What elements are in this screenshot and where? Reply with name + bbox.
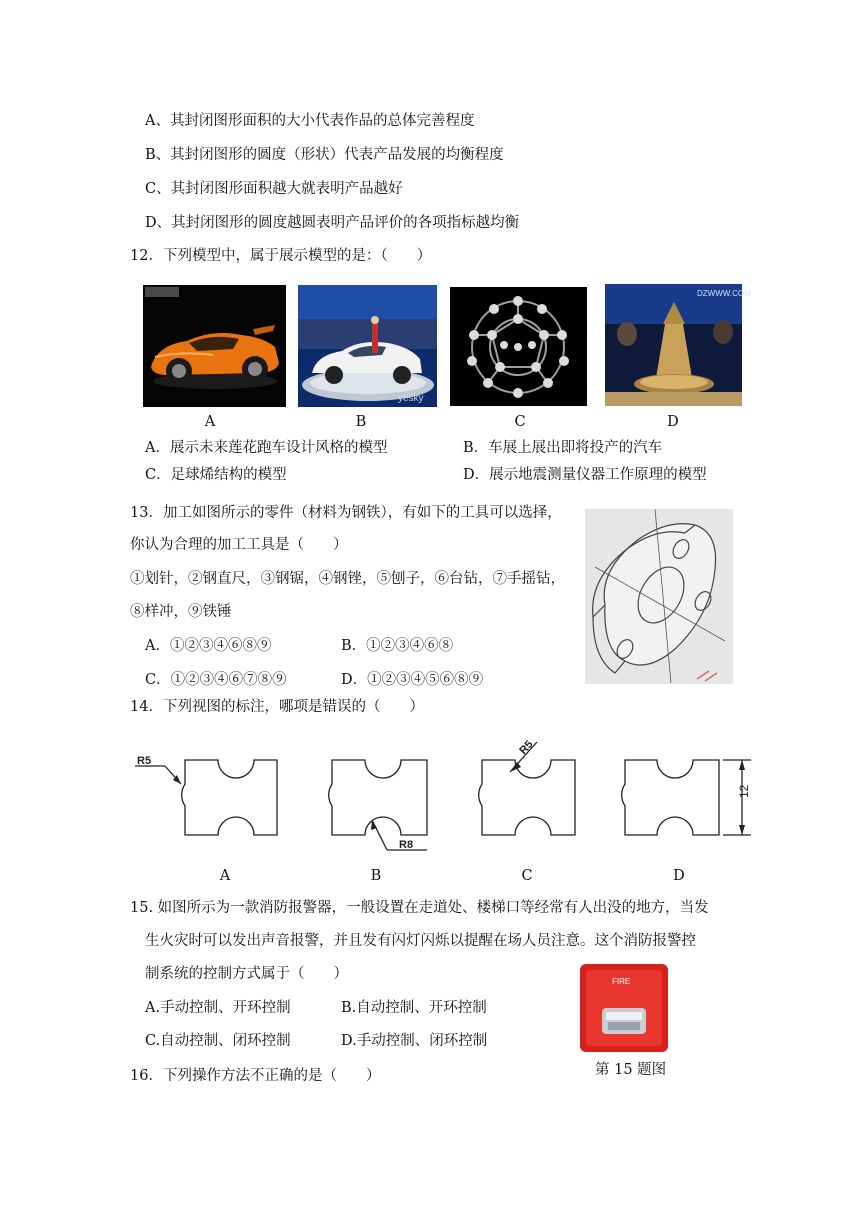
q12-stem: 12．下列模型中，属于展示模型的是：（ ） [130, 248, 432, 264]
label-12-d: 12 [737, 784, 751, 798]
q15-option-a: A.手动控制、开环控制 [145, 1000, 291, 1016]
puzzle-view-b [329, 760, 427, 850]
puzzle-view-a [135, 760, 277, 835]
q14-stem: 14．下列视图的标注，哪项是错误的（ ） [130, 699, 424, 715]
q11-option-d: D、其封闭图形的圆度越圆表明产品评价的各项指标越均衡 [145, 215, 520, 231]
q15-stem-line2: 生火灾时可以发出声音报警，并且发有闪灯闪烁以提醒在场人员注意。这个消防报警控 [145, 933, 696, 949]
q11-option-b: B、其封闭图形的圆度（形状）代表产品发展的均衡程度 [145, 147, 504, 163]
label-r8-b: R8 [399, 839, 414, 851]
steel-part-figure [585, 509, 733, 684]
q13-tools-line2: ⑧样冲，⑨铁锤 [130, 604, 232, 620]
buckyball-photo [450, 287, 587, 406]
q13-stem-line1: 13．加工如图所示的零件（材料为钢铁），有如下的工具可以选择， [130, 505, 562, 521]
q12-caption-d: D [667, 414, 679, 430]
q14-caption-b: B [370, 868, 382, 884]
yesky-watermark: yesky [398, 393, 424, 404]
q13-stem-line2: 你认为合理的加工工具是（ ） [130, 537, 348, 553]
q14-caption-a: A [219, 868, 231, 884]
q14-caption-c: C [521, 868, 533, 884]
q12-caption-c: C [514, 414, 526, 430]
q12-option-c: C．足球烯结构的模型 [145, 467, 287, 483]
q14-caption-d: D [673, 868, 685, 884]
q12-option-a: A．展示未来莲花跑车设计风格的模型 [145, 440, 388, 456]
seismograph-model-photo [605, 284, 751, 406]
fire-label: FIRE [612, 977, 631, 986]
label-r5-c: R5 [517, 738, 536, 757]
q15-stem-line1: 15. 如图所示为一款消防报警器，一般设置在走道处、楼梯口等经常有人出没的地方，当发 [130, 900, 709, 916]
q13-option-b: B．①②③④⑥⑧ [341, 638, 454, 654]
q12-caption-a: A [204, 414, 216, 430]
q15-option-d: D.手动控制、闭环控制 [341, 1033, 488, 1049]
q12-option-d: D．展示地震测量仪器工作原理的模型 [463, 467, 707, 483]
q13-tools-line1: ①划针，②钢直尺，③钢锯，④钢锉，⑤刨子，⑥台钻，⑦手摇钻， [130, 571, 565, 587]
q15-option-b: B.自动控制、开环控制 [341, 1000, 487, 1016]
q12-caption-b: B [355, 414, 367, 430]
q15-figure-caption: 第 15 题图 [595, 1062, 667, 1078]
q13-option-d: D．①②③④⑤⑥⑧⑨ [341, 672, 484, 688]
q15-option-c: C.自动控制、闭环控制 [145, 1033, 291, 1049]
q11-option-a: A、其封闭图形面积的大小代表作品的总体完善程度 [145, 113, 475, 129]
q12-option-b: B．车展上展出即将投产的汽车 [463, 440, 663, 456]
label-r5-a: R5 [137, 755, 152, 767]
fire-alarm-photo [578, 962, 670, 1054]
concept-car-photo [143, 285, 286, 407]
q11-option-c: C、其封闭图形面积越大就表明产品越好 [145, 181, 403, 197]
puzzle-view-d [622, 760, 751, 835]
q16-stem: 16．下列操作方法不正确的是（ ） [130, 1068, 381, 1084]
dzwww-watermark: DZWWW.COM [697, 289, 751, 298]
q15-stem-line3: 制系统的控制方式属于（ ） [145, 966, 348, 982]
puzzle-views-figure [125, 740, 765, 860]
q13-option-a: A．①②③④⑥⑧⑨ [145, 638, 272, 654]
q13-option-c: C．①②③④⑥⑦⑧⑨ [145, 672, 287, 688]
auto-show-car-photo [298, 285, 437, 407]
